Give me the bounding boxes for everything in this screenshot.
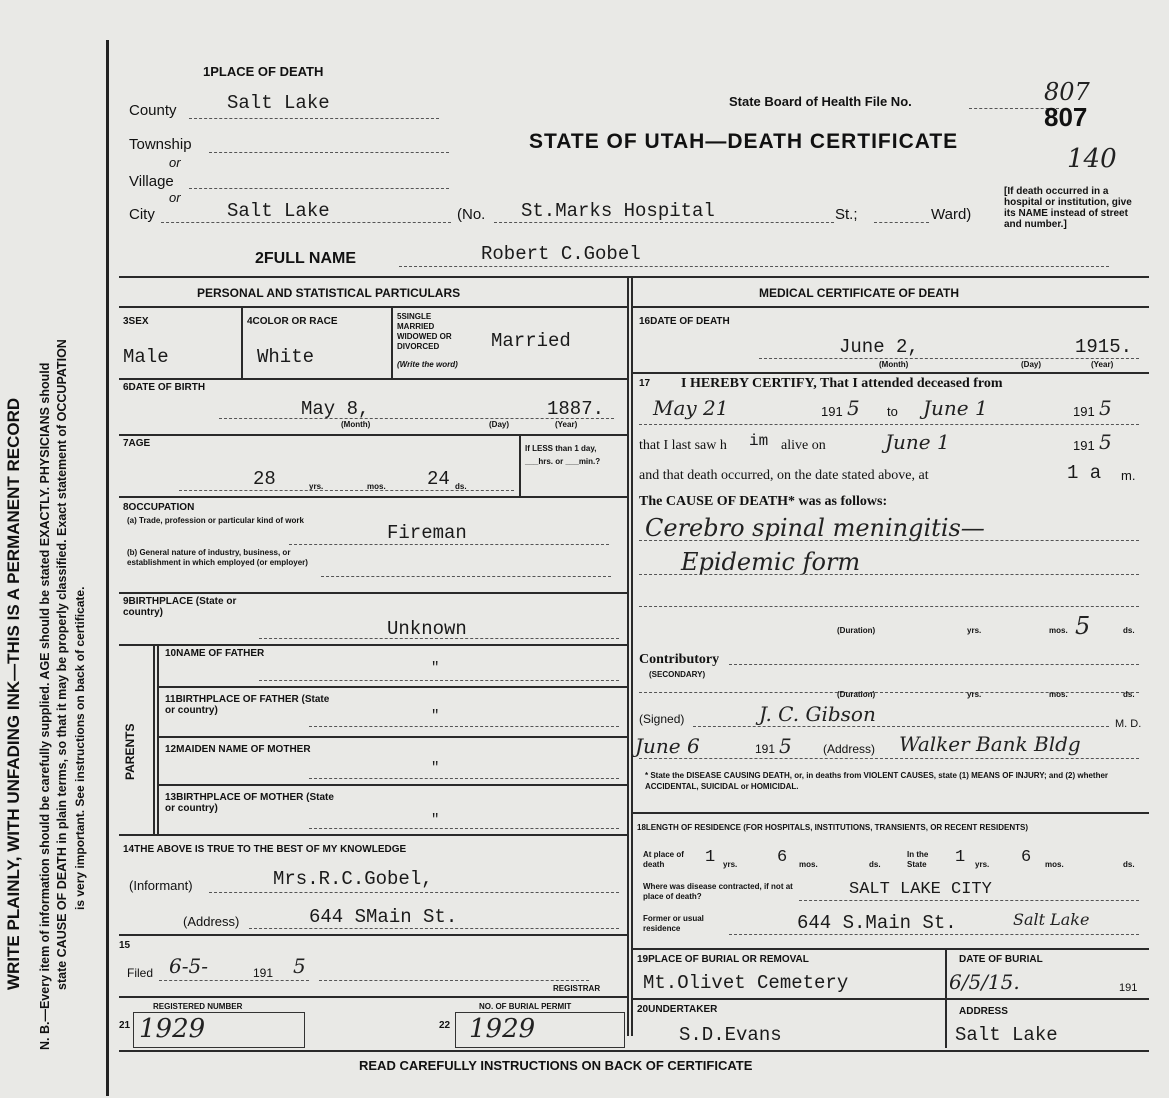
- file-number-handwritten: 807: [1044, 78, 1090, 106]
- marital-status-label: 5SINGLE MARRIED WIDOWED OR DIVORCED: [397, 312, 452, 351]
- former-residence-city: Salt Lake: [1013, 910, 1090, 929]
- dob-month-value: May 8,: [301, 398, 370, 420]
- age-days-value: 24: [427, 468, 450, 490]
- signed-date: June 6: [635, 734, 700, 758]
- signed-label: (Signed): [639, 712, 685, 726]
- undertaker-label: 20UNDERTAKER: [637, 1004, 718, 1015]
- instructions-note-line2: state CAUSE OF DEATH in plain terms, so that it may be properly classified. Exact statement of OCCUPATION: [55, 339, 69, 990]
- year2-value: 5: [1099, 396, 1112, 420]
- physician-address-label: (Address): [823, 742, 876, 756]
- occurred-text: and that death occurred, on the date stated above, at: [639, 468, 929, 483]
- dob-day-label: (Day): [489, 420, 510, 429]
- village-label: Village: [129, 173, 174, 190]
- year3-value: 5: [1099, 430, 1112, 454]
- state-yrs-label: yrs.: [975, 860, 990, 869]
- former-residence-value: 644 S.Main St.: [797, 912, 957, 934]
- contributory-label: Contributory: [639, 652, 720, 667]
- burial-date-label: DATE OF BURIAL: [959, 954, 1043, 965]
- full-name-label: 2FULL NAME: [255, 250, 357, 267]
- father-birthplace-label: 11BIRTHPLACE OF FATHER (State or country): [165, 694, 330, 716]
- or-text-1: or: [169, 155, 181, 170]
- date-of-death-label: 16DATE OF DEATH: [639, 316, 730, 327]
- duration-yrs-label-1: yrs.: [967, 626, 982, 635]
- last-saw-value: im: [749, 432, 769, 450]
- personal-section-title: PERSONAL AND STATISTICAL PARTICULARS: [197, 286, 461, 300]
- duration-mos-value: 5: [1075, 612, 1091, 640]
- attended-from: May 21: [653, 396, 729, 420]
- time-value: 1 a: [1067, 462, 1102, 484]
- dob-year-value: 1887.: [547, 398, 605, 420]
- dob-year-label: (Year): [555, 420, 578, 429]
- duration-mos-label-1: mos.: [1049, 626, 1068, 635]
- year1-label: 191: [821, 404, 843, 419]
- duration-label-1: (Duration): [837, 626, 876, 635]
- permanent-record-note: WRITE PLAINLY, WITH UNFADING INK—THIS IS A PERMANENT RECORD: [4, 397, 23, 990]
- residence-label: 18LENGTH OF RESIDENCE (FOR HOSPITALS, INSTITUTIONS, TRANSIENTS, OR RECENT RESIDENTS): [637, 823, 1028, 832]
- place-mos-label: mos.: [799, 860, 818, 869]
- burial-permit-value: 1929: [469, 1014, 536, 1044]
- burial-date-value: 6/5/15.: [949, 970, 1020, 994]
- duration-label-2: (Duration): [837, 690, 876, 699]
- file-number-stamp: 807: [1044, 102, 1088, 132]
- filed-year-label: 191: [253, 966, 274, 980]
- duration-ds-label-1: ds.: [1123, 626, 1135, 635]
- registrar-label: REGISTRAR: [553, 984, 601, 993]
- attended-to: June 1: [923, 396, 988, 420]
- age-years-value: 28: [253, 468, 276, 490]
- former-residence-label: Former or usual residence: [643, 914, 704, 933]
- place-of-death-label: 1PLACE OF DEATH: [203, 64, 324, 79]
- age-less-label: If LESS than 1 day, ___hrs. or ___min.?: [525, 444, 601, 466]
- informant-header: 14THE ABOVE IS TRUE TO THE BEST OF MY KNOWLEDGE: [123, 844, 407, 855]
- dob-label: 6DATE OF BIRTH: [123, 382, 206, 393]
- occupation-b-label: (b) General nature of industry, business, or establishment in which employed (or employer): [127, 548, 308, 567]
- death-month-label: (Month): [879, 360, 909, 369]
- city-label: City: [129, 206, 155, 223]
- certificate-title: STATE OF UTAH—DEATH CERTIFICATE: [529, 130, 959, 153]
- township-label: Township: [129, 136, 192, 153]
- dob-month-label: (Month): [341, 420, 371, 429]
- death-year-label: (Year): [1091, 360, 1114, 369]
- father-name-ditto: ": [431, 660, 440, 676]
- cause-of-death-label: The CAUSE OF DEATH* was as follows:: [639, 494, 888, 509]
- informant-label: (Informant): [129, 878, 193, 893]
- alive-date: June 1: [885, 430, 950, 454]
- state-mos-label: mos.: [1045, 860, 1064, 869]
- secondary-label: (SECONDARY): [649, 670, 706, 679]
- contracted-label: Where was disease contracted, if not at place of death?: [643, 882, 793, 901]
- registered-value: 1929: [139, 1014, 206, 1044]
- mother-name-label: 12MAIDEN NAME OF MOTHER: [165, 744, 311, 755]
- street-label: St.;: [835, 206, 858, 223]
- cause-footnote: * State the DISEASE CAUSING DEATH, or, in deaths from VIOLENT CAUSES, state (1) MEANS OF INJURY; and (2) whether ACCIDENTAL, SUICIDAL or HOMICIDAL.: [645, 771, 1109, 791]
- place-ds-label: ds.: [869, 860, 881, 869]
- instructions-note-line3: is very important. See instructions on back of certificate.: [73, 586, 87, 910]
- filed-number: 15: [119, 940, 131, 951]
- to-label: to: [887, 404, 898, 419]
- burial-permit-index: 22: [439, 1020, 451, 1031]
- place-yrs-value: 1: [705, 848, 716, 867]
- duration-ds-label-2: ds.: [1123, 690, 1135, 699]
- date-of-death-year: 1915.: [1075, 336, 1133, 358]
- occupation-a-label: (a) Trade, profession or particular kind of work: [127, 516, 304, 525]
- registered-number-label: REGISTERED NUMBER: [153, 1002, 243, 1011]
- city-value: Salt Lake: [227, 200, 330, 222]
- filed-year-value: 5: [293, 954, 306, 978]
- full-name-value: Robert C.Gobel: [481, 243, 641, 265]
- year3-label: 191: [1073, 438, 1095, 453]
- father-name-label: 10NAME OF FATHER: [165, 648, 265, 659]
- burial-place-value: Mt.Olivet Cemetery: [643, 972, 849, 994]
- place-of-death-residence-label: At place of death: [643, 850, 684, 869]
- undertaker-address-label: ADDRESS: [959, 1006, 1008, 1017]
- state-mos-value: 6: [1021, 848, 1032, 867]
- informant-value: Mrs.R.C.Gobel,: [273, 868, 433, 890]
- place-mos-value: 6: [777, 848, 788, 867]
- burial-permit-label: NO. OF BURIAL PERMIT: [479, 1002, 572, 1011]
- race-value: White: [257, 346, 315, 368]
- in-state-label: In the State: [907, 850, 929, 869]
- sex-label: 3SEX: [123, 316, 149, 327]
- contracted-value: SALT LAKE CITY: [849, 880, 992, 899]
- cause-line-2: Epidemic form: [681, 548, 861, 576]
- burial-year-label: 191: [1119, 982, 1138, 994]
- street-number-label: (No.: [457, 206, 486, 223]
- occupation-label: 8OCCUPATION: [123, 502, 195, 513]
- or-text-2: or: [169, 190, 181, 205]
- file-number-label: State Board of Health File No.: [729, 94, 912, 109]
- informant-address-label: (Address): [183, 914, 240, 929]
- birthplace-label: 9BIRTHPLACE (State or country): [123, 596, 237, 618]
- physician-address-value: Walker Bank Bldg: [899, 732, 1081, 756]
- age-mos-label: mos.: [367, 482, 386, 491]
- marital-note: (Write the word): [397, 360, 458, 369]
- duration-yrs-label-2: yrs.: [967, 690, 982, 699]
- birthplace-value: Unknown: [387, 618, 467, 640]
- race-label: 4COLOR OR RACE: [247, 316, 338, 327]
- age-label: 7AGE: [123, 438, 151, 449]
- age-ds-label: ds.: [455, 482, 467, 491]
- county-label: County: [129, 102, 177, 119]
- certify-number: 17: [639, 378, 651, 389]
- burial-place-label: 19PLACE OF BURIAL OR REMOVAL: [637, 954, 809, 965]
- date-of-death-value: June 2,: [839, 336, 919, 358]
- age-yrs-label: yrs.: [309, 482, 324, 491]
- hospital-note: [If death occurred in a hospital or institution, give its NAME instead of street and number.]: [1004, 186, 1132, 230]
- medical-section-title: MEDICAL CERTIFICATE OF DEATH: [759, 286, 959, 300]
- filed-label: Filed: [127, 966, 154, 980]
- signed-year-label: 191: [755, 742, 776, 756]
- undertaker-value: S.D.Evans: [679, 1024, 782, 1046]
- mother-birthplace-ditto: ": [431, 812, 440, 828]
- mother-birthplace-label: 13BIRTHPLACE OF MOTHER (State or country): [165, 792, 334, 814]
- death-day-label: (Day): [1021, 360, 1042, 369]
- year2-label: 191: [1073, 404, 1095, 419]
- sex-value: Male: [123, 346, 169, 368]
- instructions-footer: READ CAREFULLY INSTRUCTIONS ON BACK OF CERTIFICATE: [359, 1058, 753, 1073]
- signed-year-value: 5: [779, 734, 792, 758]
- file-number-extra: 140: [1067, 144, 1117, 174]
- state-ds-label: ds.: [1123, 860, 1135, 869]
- informant-address-value: 644 SMain St.: [309, 906, 458, 928]
- md-label: M. D.: [1115, 718, 1142, 730]
- instructions-note-line1: N. B.—Every item of information should be carefully supplied. AGE should be stated EXACTLY. PHYSICIANS should: [38, 362, 52, 1050]
- state-yrs-value: 1: [955, 848, 966, 867]
- father-birthplace-ditto: ": [431, 708, 440, 724]
- marital-status-value: Married: [491, 330, 571, 352]
- county-value: Salt Lake: [227, 92, 330, 114]
- ward-label: Ward): [931, 206, 972, 223]
- year1-value: 5: [847, 396, 860, 420]
- am-pm-label: m.: [1121, 468, 1136, 483]
- death-certificate-form: [106, 40, 1149, 1096]
- address-value: St.Marks Hospital: [521, 200, 715, 222]
- registered-index: 21: [119, 1020, 131, 1031]
- parents-label: PARENTS: [123, 723, 137, 780]
- mother-name-ditto: ": [431, 760, 440, 776]
- occupation-value: Fireman: [387, 522, 467, 544]
- place-yrs-label: yrs.: [723, 860, 738, 869]
- cause-line-1: Cerebro spinal meningitis—: [645, 514, 985, 542]
- alive-text: alive on: [781, 438, 826, 453]
- last-saw-text: that I last saw h: [639, 438, 727, 453]
- duration-mos-label-2: mos.: [1049, 690, 1068, 699]
- undertaker-address-value: Salt Lake: [955, 1024, 1058, 1046]
- signed-value: J. C. Gibson: [759, 702, 876, 726]
- filed-value: 6-5-: [169, 954, 208, 978]
- certify-text: I HEREBY CERTIFY, That I attended deceased from: [681, 376, 1003, 391]
